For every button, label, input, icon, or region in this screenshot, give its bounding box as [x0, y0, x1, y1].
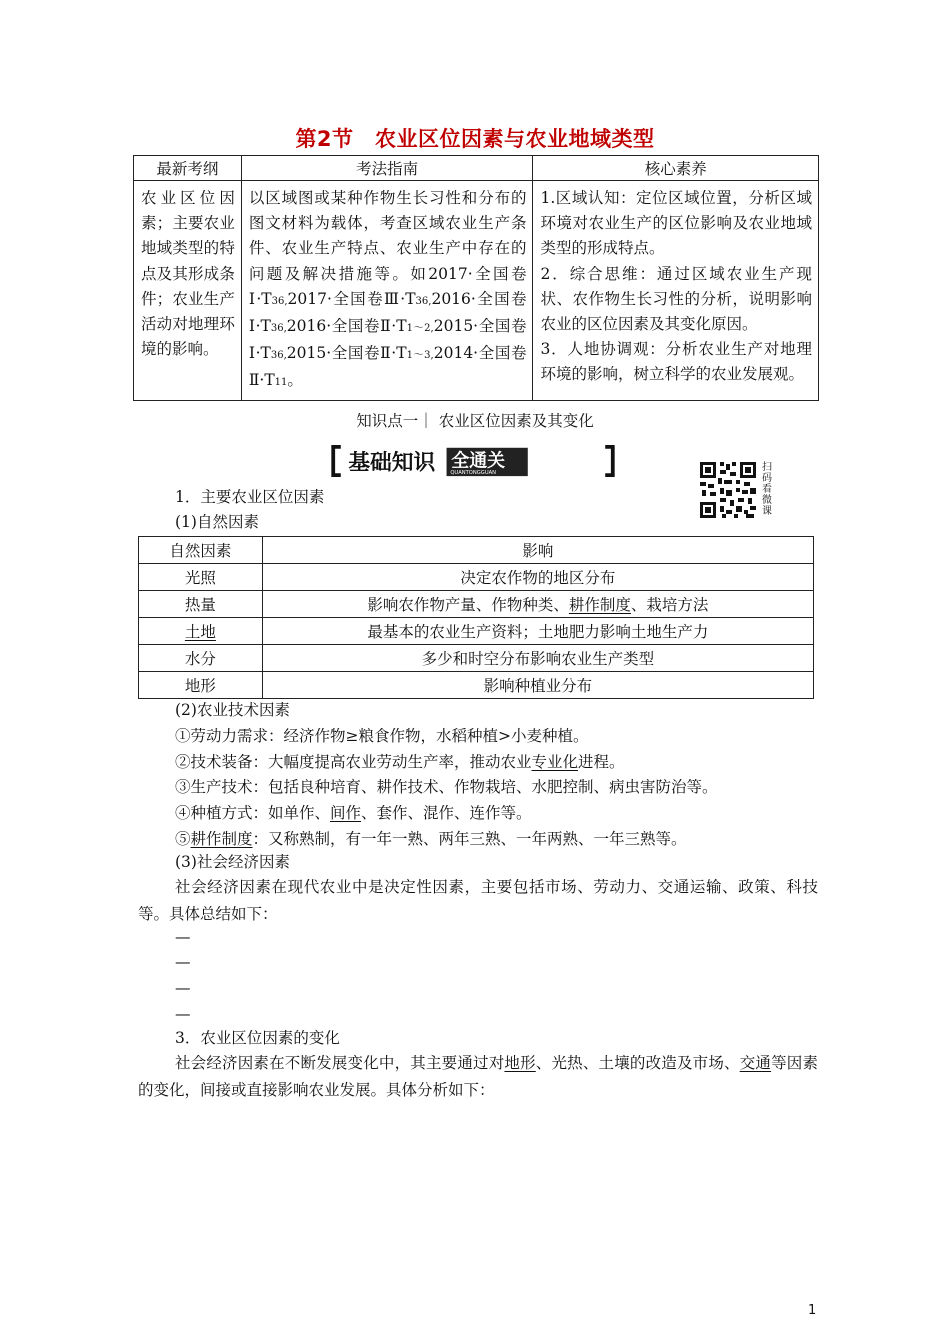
header-suyang: 核心素养 [533, 156, 819, 181]
social-factors-heading: (3)社会经济因素 [175, 853, 290, 871]
table-row [139, 564, 814, 591]
factor-cell: 光照 [139, 564, 263, 591]
section-3-heading: 3．农业区位因素的变化 [175, 1029, 340, 1047]
dash-marker: — [175, 1005, 191, 1023]
factor-cell: 水分 [139, 645, 263, 672]
effect-cell: 最基本的农业生产资料；土地肥力影响土地生产力 [262, 618, 813, 645]
header-kaogang: 最新考纲 [134, 156, 242, 181]
factor-cell: 热量 [139, 591, 263, 618]
banner-basic-knowledge [323, 444, 623, 478]
tech-item: ②技术装备：大幅度提高农业劳动生产率，推动农业专业化进程。 [175, 753, 625, 771]
effect-cell: 决定农作物的地区分布 [262, 564, 813, 591]
tech-item: ①劳动力需求：经济作物≥粮食作物，水稻种植>小麦种植。 [175, 727, 589, 745]
effect-cell: 影响种植业分布 [262, 672, 813, 699]
table-row [139, 618, 814, 645]
table-row [139, 645, 814, 672]
dash-marker: — [175, 928, 191, 946]
dash-marker: — [175, 953, 191, 971]
tech-factors-heading: (2)农业技术因素 [175, 701, 290, 719]
dash-marker: — [175, 979, 191, 997]
header-kaofa: 考法指南 [241, 156, 533, 181]
change-paragraph: 社会经济因素在不断发展变化中，其主要通过对地形、光热、土壤的改造及市场、交通等因素的变化，间接或直接影响农业发展。具体分析如下： [138, 1054, 818, 1099]
knowledge-point-heading: 知识点一｜ 农业区位因素及其变化 [356, 412, 594, 430]
banner-accent-text: 全通关 [451, 450, 506, 472]
tech-item: ④种植方式：如单作、间作、套作、混作、连作等。 [175, 804, 532, 822]
page-title: 第2节 农业区位因素与农业地域类型 [295, 127, 655, 151]
banner-pinyin: QUANTONGGUAN [450, 470, 497, 477]
qr-caption: 扫码看微课 [762, 462, 772, 517]
table-row [139, 672, 814, 699]
suyang-item: 2．综合思维：通过区域农业生产现状、农作物生长习性的分析，说明影响农业的区位因素及其变化原因。 [540, 264, 812, 334]
header-factor: 自然因素 [139, 537, 263, 564]
qr-code-icon[interactable] [700, 462, 756, 518]
table-row [139, 591, 814, 618]
kaogang-cell: 农业区位因素；主要农业地域类型的特点及其形成条件；农业生产活动对地理环境的影响。 [134, 181, 242, 401]
social-factors-paragraph: 社会经济因素在现代农业中是决定性因素，主要包括市场、劳动力、交通运输、政策、科技等。具体总结如下： [138, 878, 818, 923]
tech-item: ⑤耕作制度：又称熟制，有一年一熟、两年三熟、一年两熟、一年三熟等。 [175, 830, 687, 848]
header-effect: 影响 [262, 537, 813, 564]
effect-cell: 多少和时空分布影响农业生产类型 [262, 645, 813, 672]
natural-factors-heading: (1)自然因素 [175, 513, 259, 531]
suyang-item: 1.区域认知：定位区域位置，分析区域环境对农业生产的区位影响及农业地域类型的形成特点。 [540, 189, 812, 258]
banner-text: 基础知识 [348, 450, 436, 476]
factor-cell: 土地 [139, 618, 263, 645]
suyang-cell [533, 181, 819, 401]
factor-cell: 地形 [139, 672, 263, 699]
suyang-item: 3．人地协调观：分析农业生产对地理环境的影响，树立科学的农业发展观。 [540, 340, 812, 384]
page-number: 1 [808, 1303, 817, 1318]
section-1-heading: 1．主要农业区位因素 [175, 488, 325, 506]
overview-table [133, 155, 819, 401]
tech-item: ③生产技术：包括良种培育、耕作技术、作物栽培、水肥控制、病虫害防治等。 [175, 778, 718, 796]
natural-factors-table [138, 536, 814, 699]
kaofa-cell: 以区域图或某种作物生长习性和分布的图文材料为载体，考查区域农业生产条件、农业生产特点、农业生产中存在的问题及解决措施等。如2017·全国卷Ⅰ·T36,2017·全国卷Ⅲ·T36,2016·全国卷Ⅰ·T36,2016·全国卷Ⅱ·T1～2,2015·全国卷Ⅰ·T36,2015·全国卷Ⅱ·T1～3,2014·全国卷Ⅱ·T11。 [241, 181, 533, 401]
effect-cell: 影响农作物产量、作物种类、耕作制度、栽培方法 [262, 591, 813, 618]
